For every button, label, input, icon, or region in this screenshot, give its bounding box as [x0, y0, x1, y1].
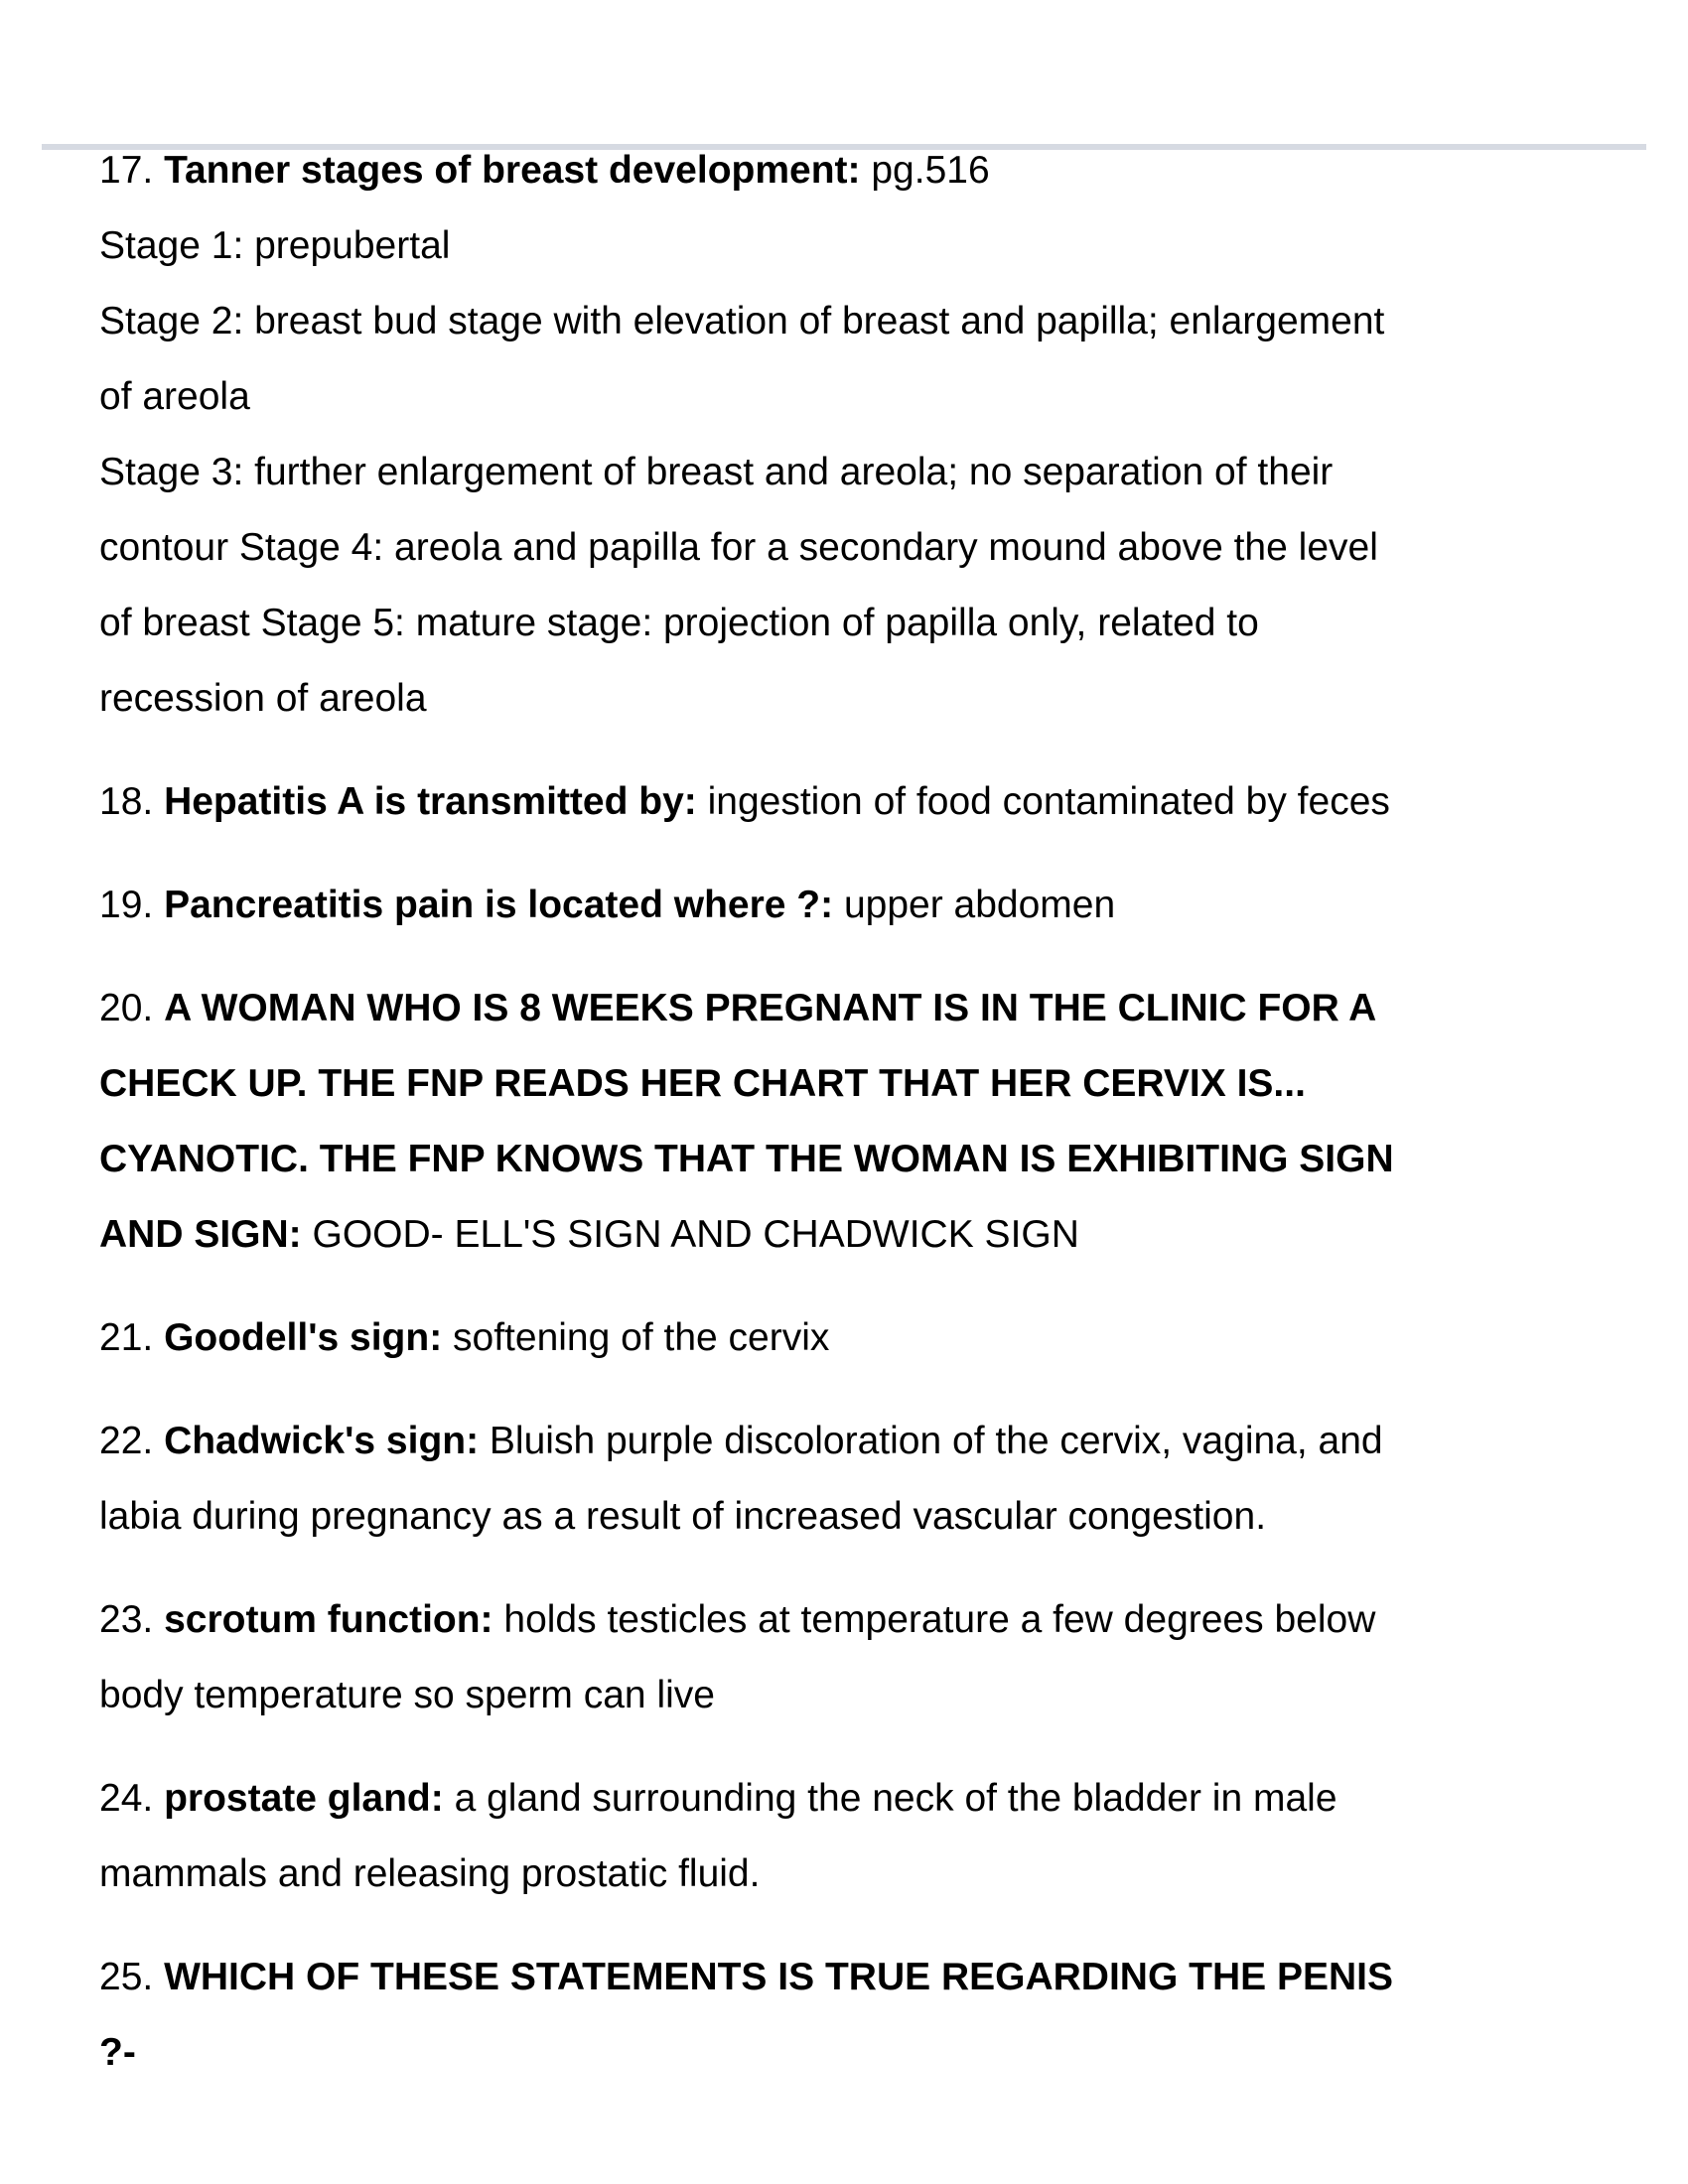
item-answer: holds testicles at temperature a few degrees below [492, 1598, 1376, 1641]
qa-item-20 [99, 971, 1648, 1273]
text-line [99, 1197, 1648, 1273]
text-line [99, 1479, 1648, 1555]
item-answer: mammals and releasing prostatic fluid. [99, 1852, 761, 1895]
text-line [99, 971, 1648, 1046]
item-number: 23. [99, 1598, 165, 1641]
text-line [99, 284, 1648, 359]
text-line [99, 1404, 1648, 1479]
item-number: 17. [99, 149, 165, 192]
qa-item-23 [99, 1582, 1648, 1733]
item-number: 21. [99, 1316, 165, 1359]
item-answer: GOOD- ELL'S SIGN AND CHADWICK SIGN [301, 1213, 1079, 1256]
text-line [99, 1837, 1648, 1912]
item-number: 25. [99, 1956, 165, 1998]
qa-item-21 [99, 1300, 1648, 1376]
item-answer: of areola [99, 375, 250, 418]
item-answer: pg.516 [860, 149, 990, 192]
item-term: Chadwick's sign: [164, 1420, 480, 1462]
text-line [99, 1658, 1648, 1733]
text-line [99, 2015, 1648, 2091]
item-answer: recession of areola [99, 677, 427, 720]
text-line [99, 1300, 1648, 1376]
text-line [99, 586, 1648, 661]
text-line [99, 359, 1648, 435]
item-term: AND SIGN: [99, 1213, 302, 1256]
item-number: 24. [99, 1777, 165, 1820]
text-line [99, 661, 1648, 737]
item-term: Pancreatitis pain is located where ?: [164, 884, 834, 926]
qa-item-18 [99, 764, 1648, 840]
text-line [99, 510, 1648, 586]
qa-item-24 [99, 1761, 1648, 1912]
item-answer: softening of the cervix [442, 1316, 830, 1359]
text-line [99, 1582, 1648, 1658]
item-number: 18. [99, 780, 165, 823]
item-answer: body temperature so sperm can live [99, 1674, 715, 1716]
qa-item-22 [99, 1404, 1648, 1555]
item-answer: contour Stage 4: areola and papilla for a secondary mound above the level [99, 526, 1378, 569]
qa-item-17 [99, 133, 1648, 737]
item-term: scrotum function: [164, 1598, 493, 1641]
text-line [99, 133, 1648, 208]
text-line [99, 1046, 1648, 1122]
qa-item-19 [99, 868, 1648, 943]
item-term: A WOMAN WHO IS 8 WEEKS PREGNANT IS IN THE CLINIC FOR A [164, 987, 1377, 1029]
qa-item-25 [99, 1940, 1648, 2091]
item-answer: Stage 2: breast bud stage with elevation of breast and papilla; enlargement [99, 300, 1385, 342]
item-answer: Stage 3: further enlargement of breast and areola; no separation of their [99, 451, 1334, 493]
item-term: Hepatitis A is transmitted by: [164, 780, 697, 823]
item-number: 19. [99, 884, 165, 926]
item-answer: of breast Stage 5: mature stage: projection of papilla only, related to [99, 602, 1259, 644]
item-answer: upper abdomen [833, 884, 1116, 926]
text-line [99, 1761, 1648, 1837]
item-term: CYANOTIC. THE FNP KNOWS THAT THE WOMAN IS EXHIBITING SIGN [99, 1138, 1394, 1180]
item-term: ?- [99, 2031, 136, 2074]
item-term: Tanner stages of breast development: [164, 149, 861, 192]
text-line [99, 764, 1648, 840]
item-answer: ingestion of food contaminated by feces [696, 780, 1390, 823]
qa-list [99, 133, 1648, 2118]
item-term: Goodell's sign: [164, 1316, 443, 1359]
text-line [99, 1940, 1648, 2015]
text-line [99, 435, 1648, 510]
item-number: 20. [99, 987, 165, 1029]
text-line [99, 868, 1648, 943]
text-line [99, 208, 1648, 284]
text-line [99, 1122, 1648, 1197]
item-number: 22. [99, 1420, 165, 1462]
item-term: prostate gland: [164, 1777, 444, 1820]
item-term: CHECK UP. THE FNP READS HER CHART THAT HER CERVIX IS... [99, 1062, 1306, 1105]
item-answer: Bluish purple discoloration of the cervix, vagina, and [479, 1420, 1383, 1462]
item-term: WHICH OF THESE STATEMENTS IS TRUE REGARDING THE PENIS [164, 1956, 1394, 1998]
item-answer: labia during pregnancy as a result of increased vascular congestion. [99, 1495, 1267, 1538]
item-answer: a gland surrounding the neck of the bladder in male [443, 1777, 1337, 1820]
item-answer: Stage 1: prepubertal [99, 224, 451, 267]
